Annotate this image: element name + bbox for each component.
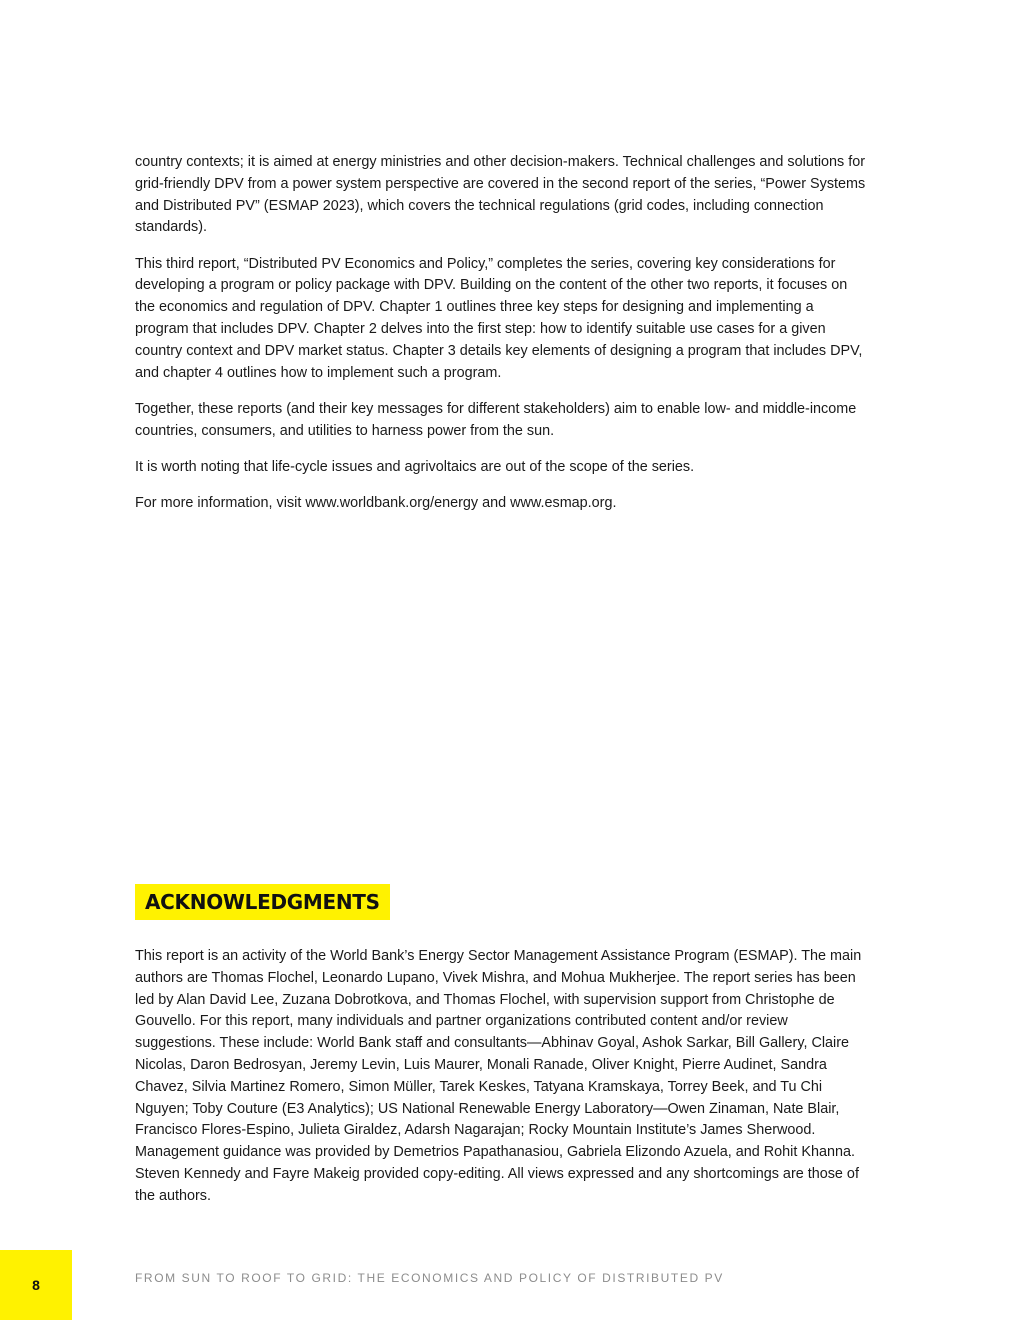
page-number: 8 — [32, 1277, 40, 1293]
intro-paragraph-4: It is worth noting that life-cycle issues and agrivoltaics are out of the scope of the series. — [135, 459, 695, 476]
acknowledgments-heading: ACKNOWLEDGMENTS — [145, 890, 380, 914]
page-number-box — [0, 1250, 72, 1320]
intro-paragraph-5: For more information, visit www.worldbank.org/energy and www.esmap.org. — [135, 495, 617, 512]
intro-paragraph-1: country contexts; it is aimed at energy ministries and other decision-makers. Technical challenges and solutions for grid-friendly DPV from a power system perspective are covered in the second report of the series, “Power Systems and Distributed PV” (ESMAP 2023), which covers the technical regulations (grid codes, including connection standards). — [135, 154, 866, 236]
acknowledgments-section — [135, 946, 870, 1222]
running-footer-title: FROM SUN TO ROOF TO GRID: THE ECONOMICS AND POLICY OF DISTRIBUTED PV — [135, 1271, 724, 1285]
intro-section — [135, 152, 870, 530]
intro-paragraph-2: This third report, “Distributed PV Economics and Policy,” completes the series, covering key considerations for developing a program or policy package with DPV. Building on the content of the other two reports, it focuses on the economics and regulation of DPV. Chapter 1 outlines three key steps for designing and implementing a program that includes DPV. Chapter 2 delves into the first step: how to identify suitable use cases for a given country context and DPV market status. Chapter 3 details key elements of designing a program that includes DPV, and chapter 4 outlines how to implement such a program. — [135, 255, 863, 381]
intro-paragraph-3: Together, these reports (and their key messages for different stakeholders) aim to enable low- and middle-income countries, consumers, and utilities to harness power from the sun. — [135, 400, 857, 439]
acknowledgments-paragraph: This report is an activity of the World Bank’s Energy Sector Management Assistance Program (ESMAP). The main authors are Thomas Flochel, Leonardo Lupano, Vivek Mishra, and Mohua Mukherjee. The report series has been led by Alan David Lee, Zuzana Dobrotkova, and Thomas Flochel, with supervision support from Christophe de Gouvello. For this report, many individuals and partner organizations contributed content and/or review suggestions. These include: World Bank staff and consultants—Abhinav Goyal, Ashok Sarkar, Bill Gallery, Claire Nicolas, Daron Bedrosyan, Jeremy Levin, Luis Maurer, Monali Ranade, Oliver Knight, Pierre Audinet, Sandra Chavez, Silvia Martinez Romero, Simon Müller, Tarek Keskes, Tatyana Kramskaya, Torrey Beek, and Tu Chi Nguyen; Toby Couture (E3 Analytics); US National Renewable Energy Laboratory—Owen Zinaman, Nate Blair, Francisco Flores-Espino, Julieta Giraldez, Adarsh Nagarajan; Rocky Mountain Institute’s James Sherwood. Management guidance was provided by Demetrios Papathanasiou, Gabriela Elizondo Azuela, and Rohit Khanna. Steven Kennedy and Fayre Makeig provided copy-editing. All views expressed and any shortcomings are those of the authors. — [135, 948, 862, 1204]
acknowledgments-heading-box — [135, 884, 390, 920]
